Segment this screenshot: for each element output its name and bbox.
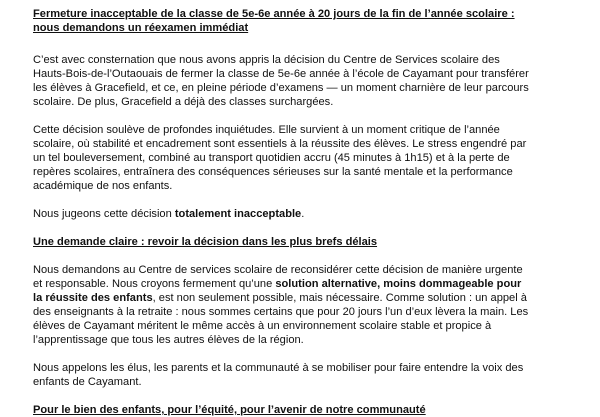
heading-fermeture xyxy=(33,7,590,35)
paragraph-line: enfants de Cayamant. xyxy=(33,376,142,388)
heading-fermeture-line-2: nous demandons un réexamen immédiat xyxy=(33,22,249,34)
paragraph-line: élèves de Cayamant méritent le même accès à un environnement scolaire stable et propice à xyxy=(33,320,492,332)
paragraph-demande xyxy=(33,263,590,347)
heading-demande xyxy=(33,235,590,249)
bold-text: totalement inacceptable xyxy=(174,208,302,220)
paragraph-line: Hauts-Bois-de-l’Outaouais de fermer la classe de 5e-6e année à l’école de Cayamant pour transférer xyxy=(33,68,529,80)
paragraph-consternation xyxy=(33,53,590,109)
paragraph-mobilisation xyxy=(33,361,590,389)
bold-text: la réussite des enfants xyxy=(33,292,153,304)
text-run: Nous jugeons cette décision xyxy=(33,208,175,220)
text-run: . xyxy=(301,208,305,220)
paragraph-line: repères scolaires, entraînera des conséquences sérieuses sur la santé mentale et la performance xyxy=(33,166,513,178)
paragraph-line: scolaire. De plus, Gracefield a déjà des classes surchargées. xyxy=(33,96,334,108)
paragraph-line: Nous appelons les élus, les parents et la communauté à se mobiliser pour faire entendre la voix des xyxy=(33,362,524,374)
paragraph-line: un tel bouleversement, combiné au transport quotidien accru (45 minutes à 1h15) et à la perte de xyxy=(33,152,510,164)
paragraph-line: Cette décision soulève de profondes inquiétudes. Elle survient à un moment critique de l’année xyxy=(33,124,500,136)
paragraph-line xyxy=(33,277,590,291)
letter-page xyxy=(33,7,590,417)
text-run: et responsable. Nous croyons fermement qu’une xyxy=(33,278,276,290)
heading-fermeture-line-1: Fermeture inacceptable de la classe de 5e-6e année à 20 jours de la fin de l’année scolaire : xyxy=(33,8,515,20)
paragraph-line: l’apprentissage que tous les autres élèves de la région. xyxy=(33,334,304,346)
paragraph-line: C’est avec consternation que nous avons appris la décision du Centre de Services scolaire des xyxy=(33,54,500,66)
text-run: , est non seulement possible, mais nécessaire. Comme solution : un appel à xyxy=(152,292,527,304)
bold-text: solution alternative, moins dommageable pour xyxy=(275,278,522,290)
paragraph-inacceptable xyxy=(33,207,590,221)
paragraph-line: académique de nos enfants. xyxy=(33,180,173,192)
paragraph-line: les élèves à Gracefield, et ce, en pleine période d’examens — un moment charnière de leur parcours xyxy=(33,82,529,94)
paragraph-line: scolaire, où stabilité et encadrement sont essentiels à la réussite des élèves. Le stress engendré par xyxy=(33,138,527,150)
paragraph-line xyxy=(33,207,590,221)
heading-bien-des-enfants xyxy=(33,403,590,417)
paragraph-inquietudes xyxy=(33,123,590,193)
heading-bien-des-enfants-line: Pour le bien des enfants, pour l’équité, pour l’avenir de notre communauté xyxy=(33,404,426,416)
paragraph-line: des enseignants à la retraite : nous sommes certains que pour 20 jours l’un d’eux lèvera la main. Les xyxy=(33,306,529,318)
paragraph-line xyxy=(33,291,590,305)
paragraph-line: Nous demandons au Centre de services scolaire de reconsidérer cette décision de manière urgente xyxy=(33,264,523,276)
heading-demande-line: Une demande claire : revoir la décision dans les plus brefs délais xyxy=(33,236,378,248)
